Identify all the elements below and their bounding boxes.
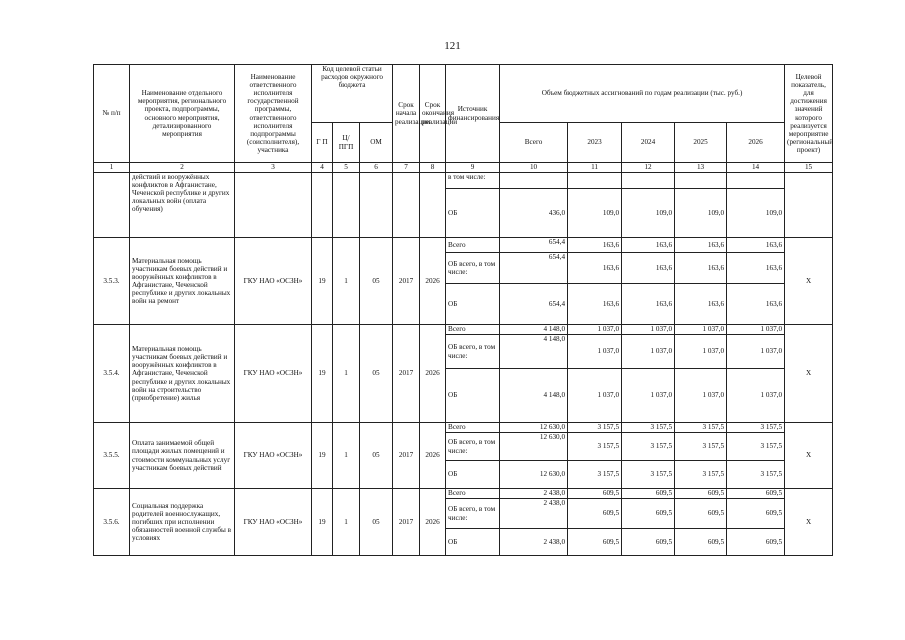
ob-all-total: 4 148,0: [500, 335, 568, 369]
all-2023: 1 037,0: [568, 325, 622, 335]
row-end: 2026: [420, 489, 446, 556]
header-name: Наименование отдельного мероприятия, регионального проекта, подпрограммы, основного мероприятия, детализированного мероприятия: [130, 65, 235, 163]
row-start: 2017: [393, 489, 420, 556]
row-num: 3.5.5.: [94, 423, 130, 489]
row-om: 05: [360, 423, 393, 489]
col-number: 1: [94, 163, 130, 173]
table-row: [94, 325, 833, 335]
header-year-2023: 2023: [568, 123, 622, 163]
col-number: 14: [727, 163, 785, 173]
ob-all-2025: 1 037,0: [675, 335, 727, 369]
table-row: [94, 489, 833, 499]
all-2026: 3 157,5: [727, 423, 785, 433]
ob-all-2024: 609,5: [622, 499, 675, 529]
row-executor: ГКУ НАО «ОСЗН»: [235, 238, 312, 325]
column-numbers-row: [94, 163, 833, 173]
row-name: Социальная поддержка родителей военнослужащих, погибших при исполнении обязанностей военной службы в условиях: [130, 489, 235, 556]
all-2026: 609,5: [727, 489, 785, 499]
ob-total: 654,4: [500, 284, 568, 325]
row-num: 3.5.3.: [94, 238, 130, 325]
header-code-cp: Ц/ ПГП: [333, 123, 360, 163]
ob-2026: 163,6: [727, 284, 785, 325]
all-total: 4 148,0: [500, 325, 568, 335]
row-om: 05: [360, 325, 393, 423]
cont-ob-total: 436,0: [500, 189, 568, 238]
source-all: Всего: [446, 489, 500, 499]
row-executor: ГКУ НАО «ОСЗН»: [235, 489, 312, 556]
all-total: 12 630,0: [500, 423, 568, 433]
source-ob: ОБ: [446, 284, 500, 325]
header-year-2024: 2024: [622, 123, 675, 163]
source-ob: ОБ: [446, 529, 500, 556]
ob-2025: 3 157,5: [675, 461, 727, 489]
all-2023: 3 157,5: [568, 423, 622, 433]
cont-ob-2023: 109,0: [568, 189, 622, 238]
cont-source-incl: в том числе:: [446, 173, 500, 189]
header-target: Целевой показатель, для достижения значений которого реализуется мероприятие (региональный проект): [785, 65, 833, 163]
ob-total: 12 630,0: [500, 461, 568, 489]
row-num: 3.5.4.: [94, 325, 130, 423]
all-2023: 163,6: [568, 238, 622, 253]
ob-total: 2 438,0: [500, 529, 568, 556]
all-2024: 3 157,5: [622, 423, 675, 433]
all-total: 2 438,0: [500, 489, 568, 499]
ob-all-2026: 163,6: [727, 253, 785, 284]
row-target: Х: [785, 489, 833, 556]
col-number: 15: [785, 163, 833, 173]
ob-2024: 163,6: [622, 284, 675, 325]
source-all: Всего: [446, 423, 500, 433]
ob-all-2024: 3 157,5: [622, 433, 675, 461]
all-2026: 163,6: [727, 238, 785, 253]
all-2024: 163,6: [622, 238, 675, 253]
row-cp: 1: [333, 325, 360, 423]
all-2026: 1 037,0: [727, 325, 785, 335]
all-2024: 609,5: [622, 489, 675, 499]
row-start: 2017: [393, 238, 420, 325]
col-number: 7: [393, 163, 420, 173]
header-start: Срок начала реализации: [393, 65, 420, 163]
ob-all-2024: 1 037,0: [622, 335, 675, 369]
ob-total: 4 148,0: [500, 369, 568, 423]
row-gp: 19: [312, 238, 333, 325]
row-target: Х: [785, 325, 833, 423]
row-num: 3.5.6.: [94, 489, 130, 556]
col-number: 11: [568, 163, 622, 173]
cont-num: [94, 173, 130, 238]
row-gp: 19: [312, 325, 333, 423]
col-number: 6: [360, 163, 393, 173]
header-code-gp: Г П: [312, 123, 333, 163]
ob-all-total: 2 438,0: [500, 499, 568, 529]
table-row: [94, 238, 833, 253]
row-start: 2017: [393, 423, 420, 489]
ob-all-2023: 163,6: [568, 253, 622, 284]
source-all: Всего: [446, 238, 500, 253]
row-cp: 1: [333, 423, 360, 489]
all-2025: 3 157,5: [675, 423, 727, 433]
row-target: Х: [785, 423, 833, 489]
table-row: [94, 423, 833, 433]
ob-all-2026: 1 037,0: [727, 335, 785, 369]
header-volume: Объем бюджетных ассигнований по годам реализации (тыс. руб.): [500, 65, 785, 123]
page-number: 121: [444, 40, 461, 52]
ob-all-2023: 3 157,5: [568, 433, 622, 461]
ob-2023: 609,5: [568, 529, 622, 556]
all-total: 654,4: [500, 238, 568, 253]
source-ob-all: ОБ всего, в том числе:: [446, 433, 500, 461]
source-ob-all: ОБ всего, в том числе:: [446, 499, 500, 529]
row-om: 05: [360, 238, 393, 325]
ob-2025: 163,6: [675, 284, 727, 325]
ob-2024: 3 157,5: [622, 461, 675, 489]
row-end: 2026: [420, 238, 446, 325]
all-2024: 1 037,0: [622, 325, 675, 335]
cont-ob-2025: 109,0: [675, 189, 727, 238]
row-end: 2026: [420, 423, 446, 489]
budget-table: [93, 64, 833, 556]
ob-2023: 163,6: [568, 284, 622, 325]
header-year-2025: 2025: [675, 123, 727, 163]
all-2023: 609,5: [568, 489, 622, 499]
ob-2026: 3 157,5: [727, 461, 785, 489]
header-executor: Наименование ответственного исполнителя государственной программы, ответственного исполнителя подпрограммы (соисполнителя), участника: [235, 65, 312, 163]
row-gp: 19: [312, 423, 333, 489]
col-number: 9: [446, 163, 500, 173]
header-num: № п/п: [94, 65, 130, 163]
ob-2025: 1 037,0: [675, 369, 727, 423]
cont-source-ob: ОБ: [446, 189, 500, 238]
cont-name: действий и вооружённых конфликтов в Афганистане, Чеченской республике и других локальных войн (оплата обучения): [130, 173, 235, 238]
ob-all-2025: 609,5: [675, 499, 727, 529]
all-2025: 163,6: [675, 238, 727, 253]
row-name: Материальная помощь участникам боевых действий и вооружённых конфликтов в Афганистане, Чеченской республике и других локальных войн на строительство (приобретение) жилья: [130, 325, 235, 423]
ob-all-2025: 3 157,5: [675, 433, 727, 461]
source-ob: ОБ: [446, 369, 500, 423]
source-ob: ОБ: [446, 461, 500, 489]
source-all: Всего: [446, 325, 500, 335]
col-number: 5: [333, 163, 360, 173]
ob-all-total: 654,4: [500, 253, 568, 284]
row-gp: 19: [312, 489, 333, 556]
ob-2024: 1 037,0: [622, 369, 675, 423]
all-2025: 609,5: [675, 489, 727, 499]
col-number: 4: [312, 163, 333, 173]
ob-2023: 3 157,5: [568, 461, 622, 489]
ob-all-2024: 163,6: [622, 253, 675, 284]
col-number: 3: [235, 163, 312, 173]
row-end: 2026: [420, 325, 446, 423]
header-code: Код целевой статьи расходов окружного бюджета: [312, 65, 393, 123]
cont-executor: [235, 173, 312, 238]
ob-all-2026: 609,5: [727, 499, 785, 529]
row-name: Материальная помощь участникам боевых действий и вооружённых конфликтов в Афганистане, Чеченской республике и других локальных войн на ремонт: [130, 238, 235, 325]
ob-all-2025: 163,6: [675, 253, 727, 284]
col-number: 8: [420, 163, 446, 173]
row-cp: 1: [333, 489, 360, 556]
row-name: Оплата занимаемой общей площади жилых помещений и стоимости коммунальных услуг участникам боевых действий: [130, 423, 235, 489]
header-code-om: ОМ: [360, 123, 393, 163]
ob-all-2023: 609,5: [568, 499, 622, 529]
header-total: Всего: [500, 123, 568, 163]
ob-all-2023: 1 037,0: [568, 335, 622, 369]
header-year-2026: 2026: [727, 123, 785, 163]
ob-2025: 609,5: [675, 529, 727, 556]
col-number: 12: [622, 163, 675, 173]
ob-all-total: 12 630,0: [500, 433, 568, 461]
ob-2023: 1 037,0: [568, 369, 622, 423]
ob-2026: 609,5: [727, 529, 785, 556]
row-executor: ГКУ НАО «ОСЗН»: [235, 423, 312, 489]
row-executor: ГКУ НАО «ОСЗН»: [235, 325, 312, 423]
cont-ob-2024: 109,0: [622, 189, 675, 238]
cont-ob-2026: 109,0: [727, 189, 785, 238]
source-ob-all: ОБ всего, в том числе:: [446, 253, 500, 284]
row-start: 2017: [393, 325, 420, 423]
cont-target: [785, 173, 833, 238]
all-2025: 1 037,0: [675, 325, 727, 335]
col-number: 10: [500, 163, 568, 173]
header-end: Срок окончания реализации: [420, 65, 446, 163]
row-om: 05: [360, 489, 393, 556]
row-cp: 1: [333, 238, 360, 325]
header-source: Источник финансирования: [446, 65, 500, 163]
row-target: Х: [785, 238, 833, 325]
ob-2024: 609,5: [622, 529, 675, 556]
source-ob-all: ОБ всего, в том числе:: [446, 335, 500, 369]
ob-all-2026: 3 157,5: [727, 433, 785, 461]
col-number: 2: [130, 163, 235, 173]
col-number: 13: [675, 163, 727, 173]
ob-2026: 1 037,0: [727, 369, 785, 423]
